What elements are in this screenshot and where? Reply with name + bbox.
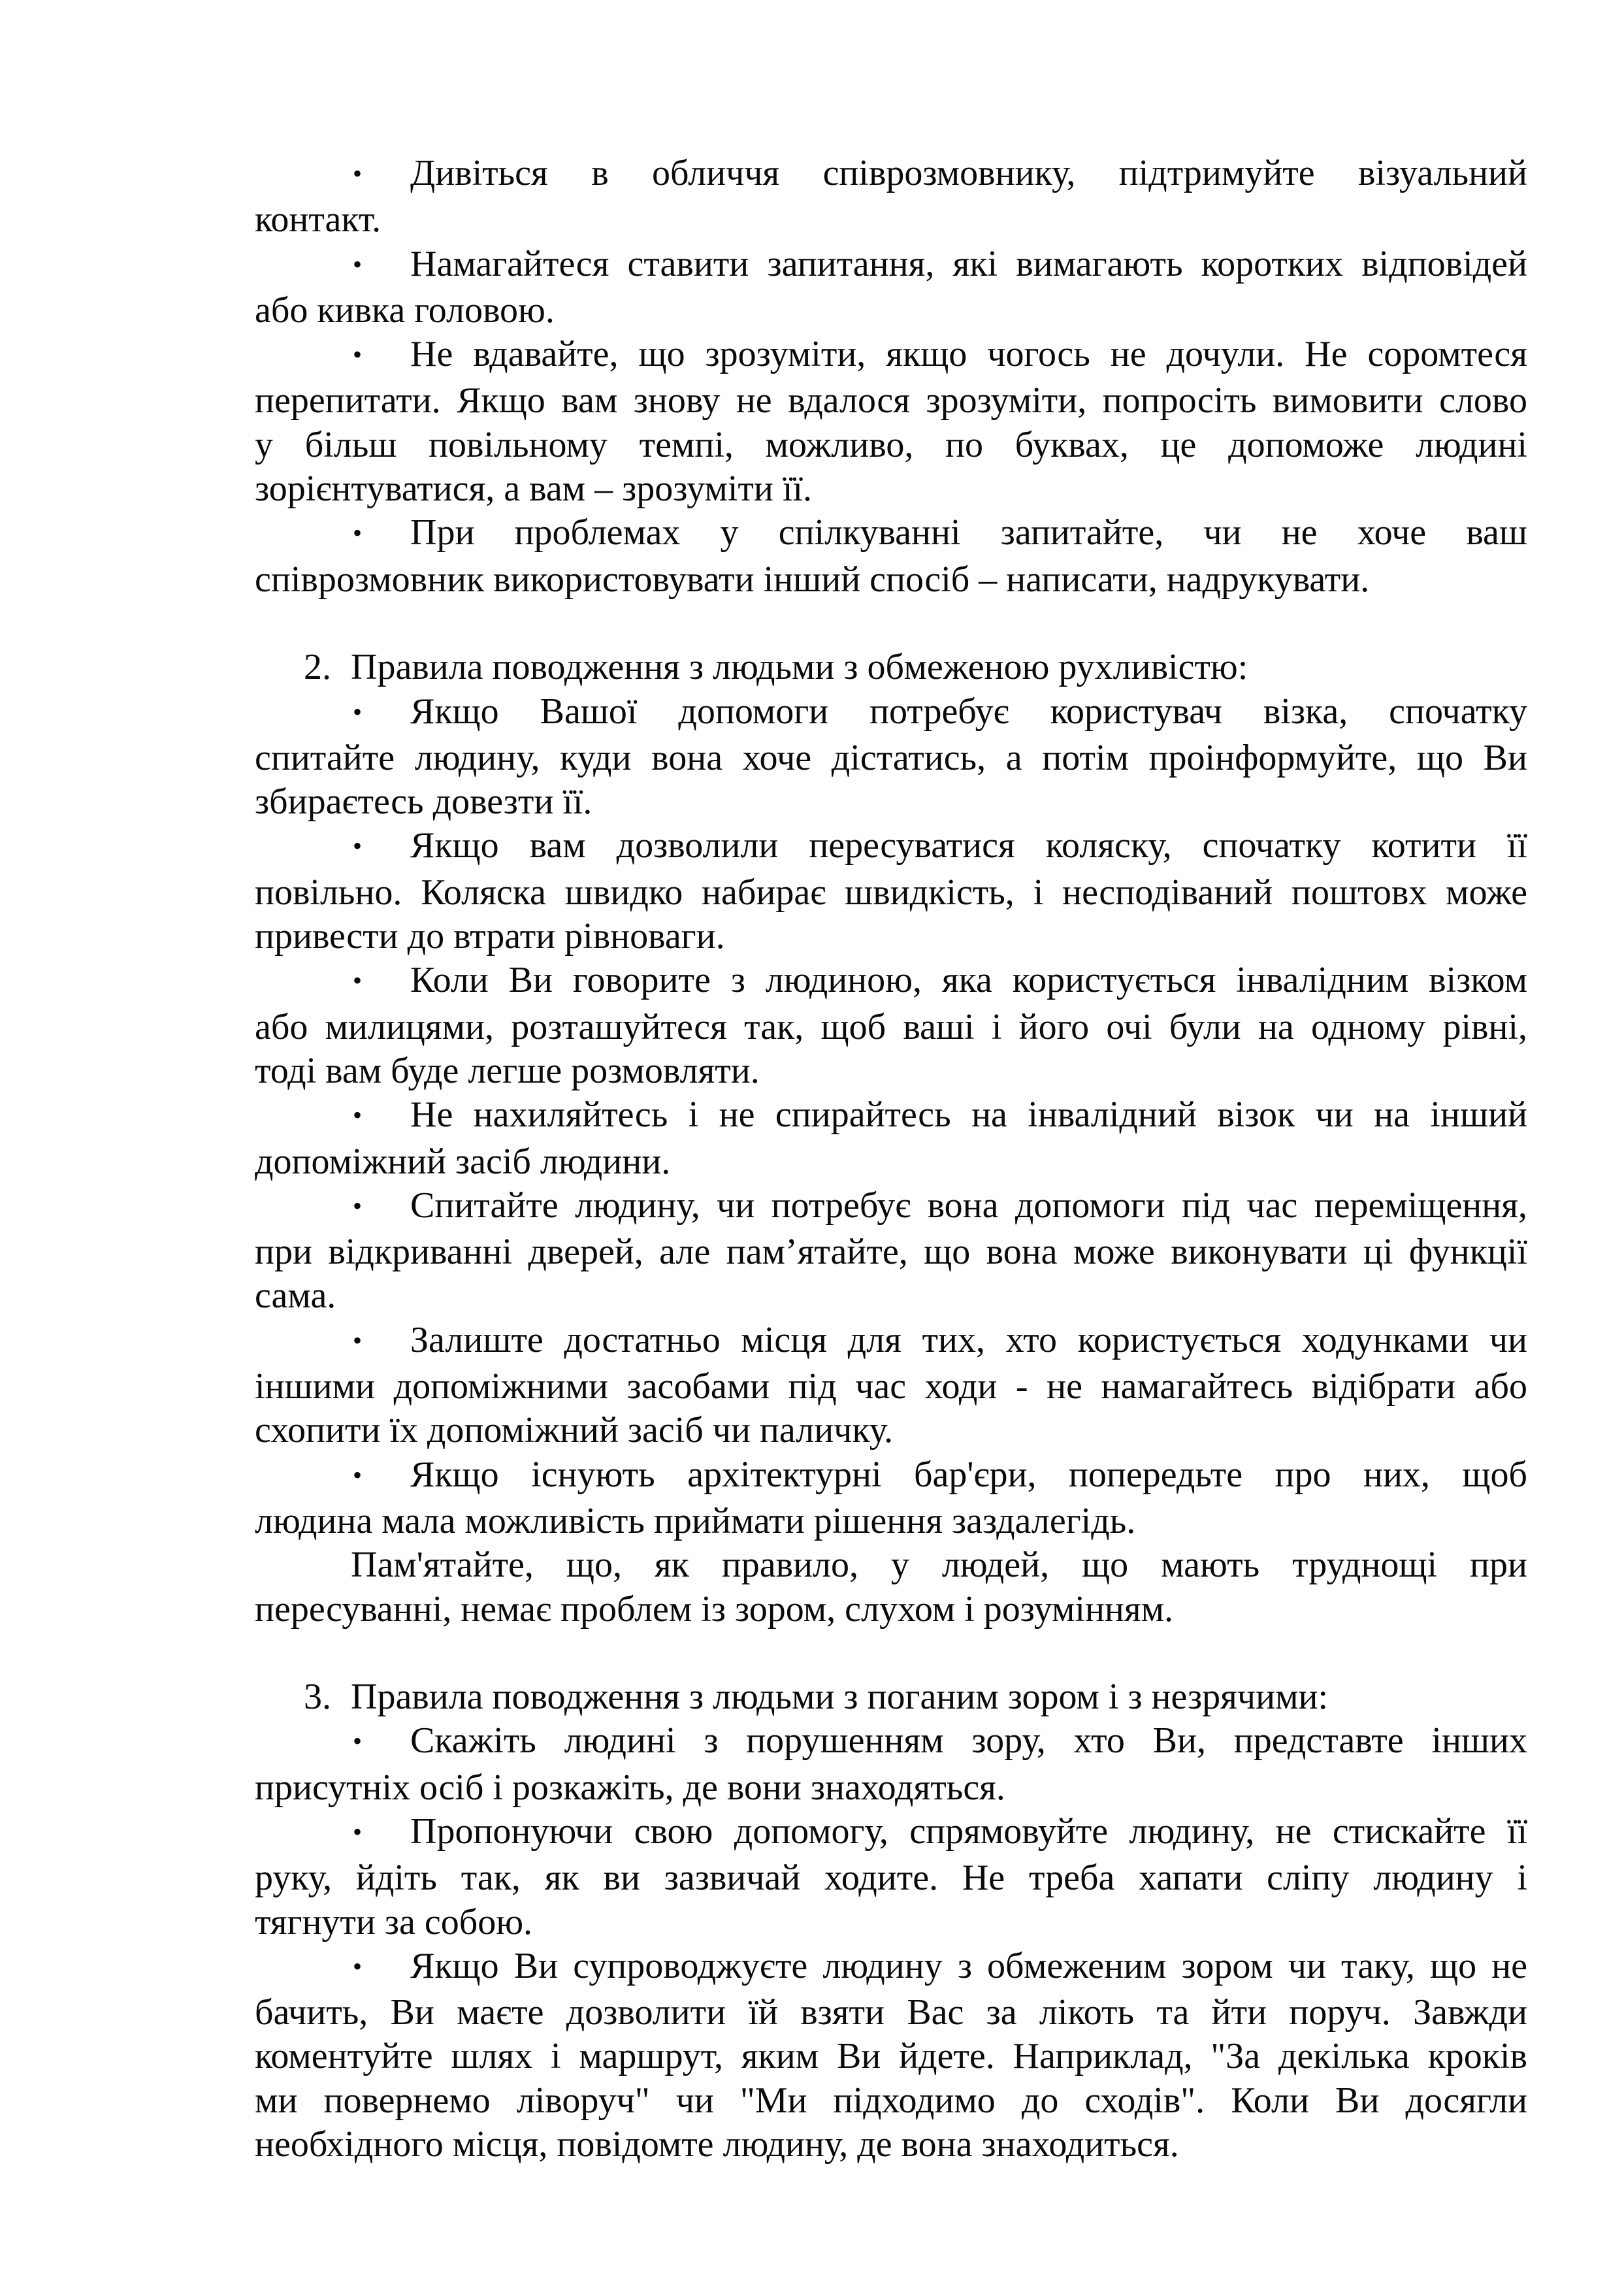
list-item-continuation: коментуйте шлях і маршрут, яким Ви йдете. Наприклад, "За декілька кроків bbox=[255, 2036, 1527, 2077]
list-item-text: Залиште достатньо місця для тих, хто користується ходунками чи bbox=[410, 1319, 1527, 1360]
list-item-continuation: руку, йдіть так, як ви зазвичай ходите. Не треба хапати сліпу людину і bbox=[255, 1858, 1527, 1899]
bullet-icon: • bbox=[353, 1951, 363, 1981]
bullet-icon: • bbox=[353, 1325, 363, 1355]
list-item-text: Намагайтеся ставити запитання, які вимагають коротких відповідей bbox=[410, 243, 1527, 284]
list-item-first-line bbox=[255, 152, 1527, 198]
list-item-text: При проблемах у спілкуванні запитайте, чи не хоче ваш bbox=[410, 512, 1527, 553]
list-item-continuation: збираєтесь довезти її. bbox=[255, 781, 593, 823]
list-item-continuation: у більш повільному темпі, можливо, по буквах, це допоможе людині bbox=[255, 424, 1527, 465]
list-item-text: Коли Ви говорите з людиною, яка користується інвалідним візком bbox=[410, 960, 1527, 1001]
list-item-first-line bbox=[255, 1810, 1527, 1856]
list-item-first-line bbox=[255, 333, 1527, 379]
bullet-icon: • bbox=[353, 340, 363, 370]
list-item-first-line bbox=[255, 1319, 1527, 1365]
list-item-text: Спитайте людину, чи потребує вона допомоги під час переміщення, bbox=[410, 1185, 1527, 1226]
list-item-continuation: іншими допоміжними засобами під час ходи - не намагайтесь відібрати або bbox=[255, 1366, 1527, 1407]
bullet-icon: • bbox=[353, 1816, 363, 1846]
bullet-icon: • bbox=[353, 696, 363, 727]
list-item-continuation: зорієнтуватися, а вам – зрозуміти її. bbox=[255, 468, 812, 510]
list-item-continuation: при відкриванні дверей, але пам’ятайте, що вона може виконувати ці функції bbox=[255, 1232, 1527, 1273]
list-item-text: Не нахиляйтесь і не спирайтесь на інвалідний візок чи на інший bbox=[410, 1094, 1527, 1136]
list-item-continuation: тягнути за собою. bbox=[255, 1901, 533, 1942]
bullet-icon: • bbox=[353, 831, 363, 861]
list-item-continuation: тоді вам буде легше розмовляти. bbox=[255, 1050, 760, 1091]
section-spacer bbox=[255, 602, 1527, 646]
section-spacer bbox=[255, 1631, 1527, 1675]
section-3-heading bbox=[255, 1675, 1527, 1719]
bullet-icon: • bbox=[353, 966, 363, 996]
section-1-bullet-list bbox=[255, 152, 1527, 602]
bullet-icon: • bbox=[353, 1726, 363, 1756]
list-item-first-line bbox=[255, 1453, 1527, 1499]
section-2 bbox=[255, 646, 1527, 1631]
list-item-continuation: сама. bbox=[255, 1275, 336, 1317]
bullet-icon: • bbox=[353, 159, 363, 188]
list-item-first-line bbox=[255, 690, 1527, 736]
list-item-continuation: повільно. Коляска швидко набирає швидкість, і несподіваний поштовх може bbox=[255, 872, 1527, 913]
note-paragraph-continuation: пересуванні, немає проблем із зором, слухом і розумінням. bbox=[255, 1588, 1174, 1630]
list-item-first-line bbox=[255, 1719, 1527, 1765]
list-item-continuation: допоміжний засіб людини. bbox=[255, 1141, 671, 1182]
list-item-first-line bbox=[255, 824, 1527, 870]
list-item-first-line bbox=[255, 1184, 1527, 1230]
bullet-icon: • bbox=[353, 518, 363, 548]
list-item-text: Не вдавайте, що зрозуміти, якщо чогось не дочули. Не соромтеся bbox=[410, 334, 1527, 375]
bullet-icon: • bbox=[353, 1100, 363, 1130]
list-item-continuation: або кивка головою. bbox=[255, 289, 555, 331]
list-item-continuation: схопити їх допоміжний засіб чи паличку. bbox=[255, 1410, 894, 1451]
list-item-text: Якщо Вашої допомоги потребує користувач візка, спочатку bbox=[410, 691, 1527, 732]
list-item-first-line bbox=[255, 1944, 1527, 1991]
list-item-text: Дивіться в обличчя співрозмовнику, підтримуйте візуальний bbox=[410, 153, 1527, 193]
list-item-continuation: перепитати. Якщо вам знову не вдалося зрозуміти, попросіть вимовити слово bbox=[255, 380, 1527, 421]
section-number: 3. bbox=[304, 1677, 331, 1718]
section-3 bbox=[255, 1675, 1527, 2167]
section-number: 2. bbox=[304, 647, 331, 688]
list-item-first-line bbox=[255, 959, 1527, 1005]
section-2-heading bbox=[255, 646, 1527, 689]
list-item-first-line bbox=[255, 242, 1527, 289]
list-item-text: Якщо існують архітектурні бар'єри, попередьте про них, щоб bbox=[410, 1454, 1527, 1495]
bullet-icon: • bbox=[353, 1460, 363, 1490]
bullet-icon: • bbox=[353, 1190, 363, 1221]
list-item-continuation: співрозмовник використовувати інший спосіб – написати, надрукувати. bbox=[255, 559, 1370, 600]
list-item-first-line bbox=[255, 511, 1527, 557]
section-title: Правила поводження з людьми з поганим зором і з незрячими: bbox=[351, 1677, 1329, 1718]
list-item-continuation: привести до втрати рівноваги. bbox=[255, 916, 725, 957]
list-item-continuation: ми повернемо ліворуч" чи "Ми підходимо до сходів". Коли Ви досягли bbox=[255, 2080, 1527, 2121]
list-item-continuation: бачить, Ви маєте дозволити їй взяти Вас за лікоть та йти поруч. Завжди bbox=[255, 1992, 1527, 2033]
list-item-continuation: людина мала можливість приймати рішення заздалегідь. bbox=[255, 1500, 1136, 1541]
note-paragraph-first-line: Пам'ятайте, що, як правило, у людей, що мають труднощі при bbox=[351, 1545, 1527, 1586]
list-item-text: Скажіть людині з порушенням зору, хто Ви, представте інших bbox=[410, 1720, 1527, 1761]
bullet-icon: • bbox=[353, 249, 363, 279]
section-title: Правила поводження з людьми з обмеженою рухливістю: bbox=[351, 647, 1248, 688]
list-item-continuation: або милицями, розташуйтеся так, щоб ваші і його очі були на одному рівні, bbox=[255, 1006, 1527, 1047]
list-item-text: Якщо Ви супроводжуєте людину з обмеженим зором чи таку, що не bbox=[410, 1945, 1527, 1986]
list-item-continuation: контакт. bbox=[255, 199, 382, 240]
list-item-continuation: необхідного місця, повідомте людину, де вона знаходиться. bbox=[255, 2124, 1179, 2165]
list-item-text: Якщо вам дозволили пересуватися коляску, спочатку котити її bbox=[410, 825, 1527, 866]
document-page bbox=[255, 152, 1527, 2167]
list-item-continuation: спитайте людину, куди вона хоче дістатись, а потім проінформуйте, що Ви bbox=[255, 737, 1527, 778]
list-item-text: Пропонуючи свою допомогу, спрямовуйте людину, не стискайте її bbox=[410, 1811, 1527, 1852]
list-item-continuation: присутніх осіб і розкажіть, де вони знаходяться. bbox=[255, 1767, 1005, 1808]
list-item-first-line bbox=[255, 1093, 1527, 1139]
